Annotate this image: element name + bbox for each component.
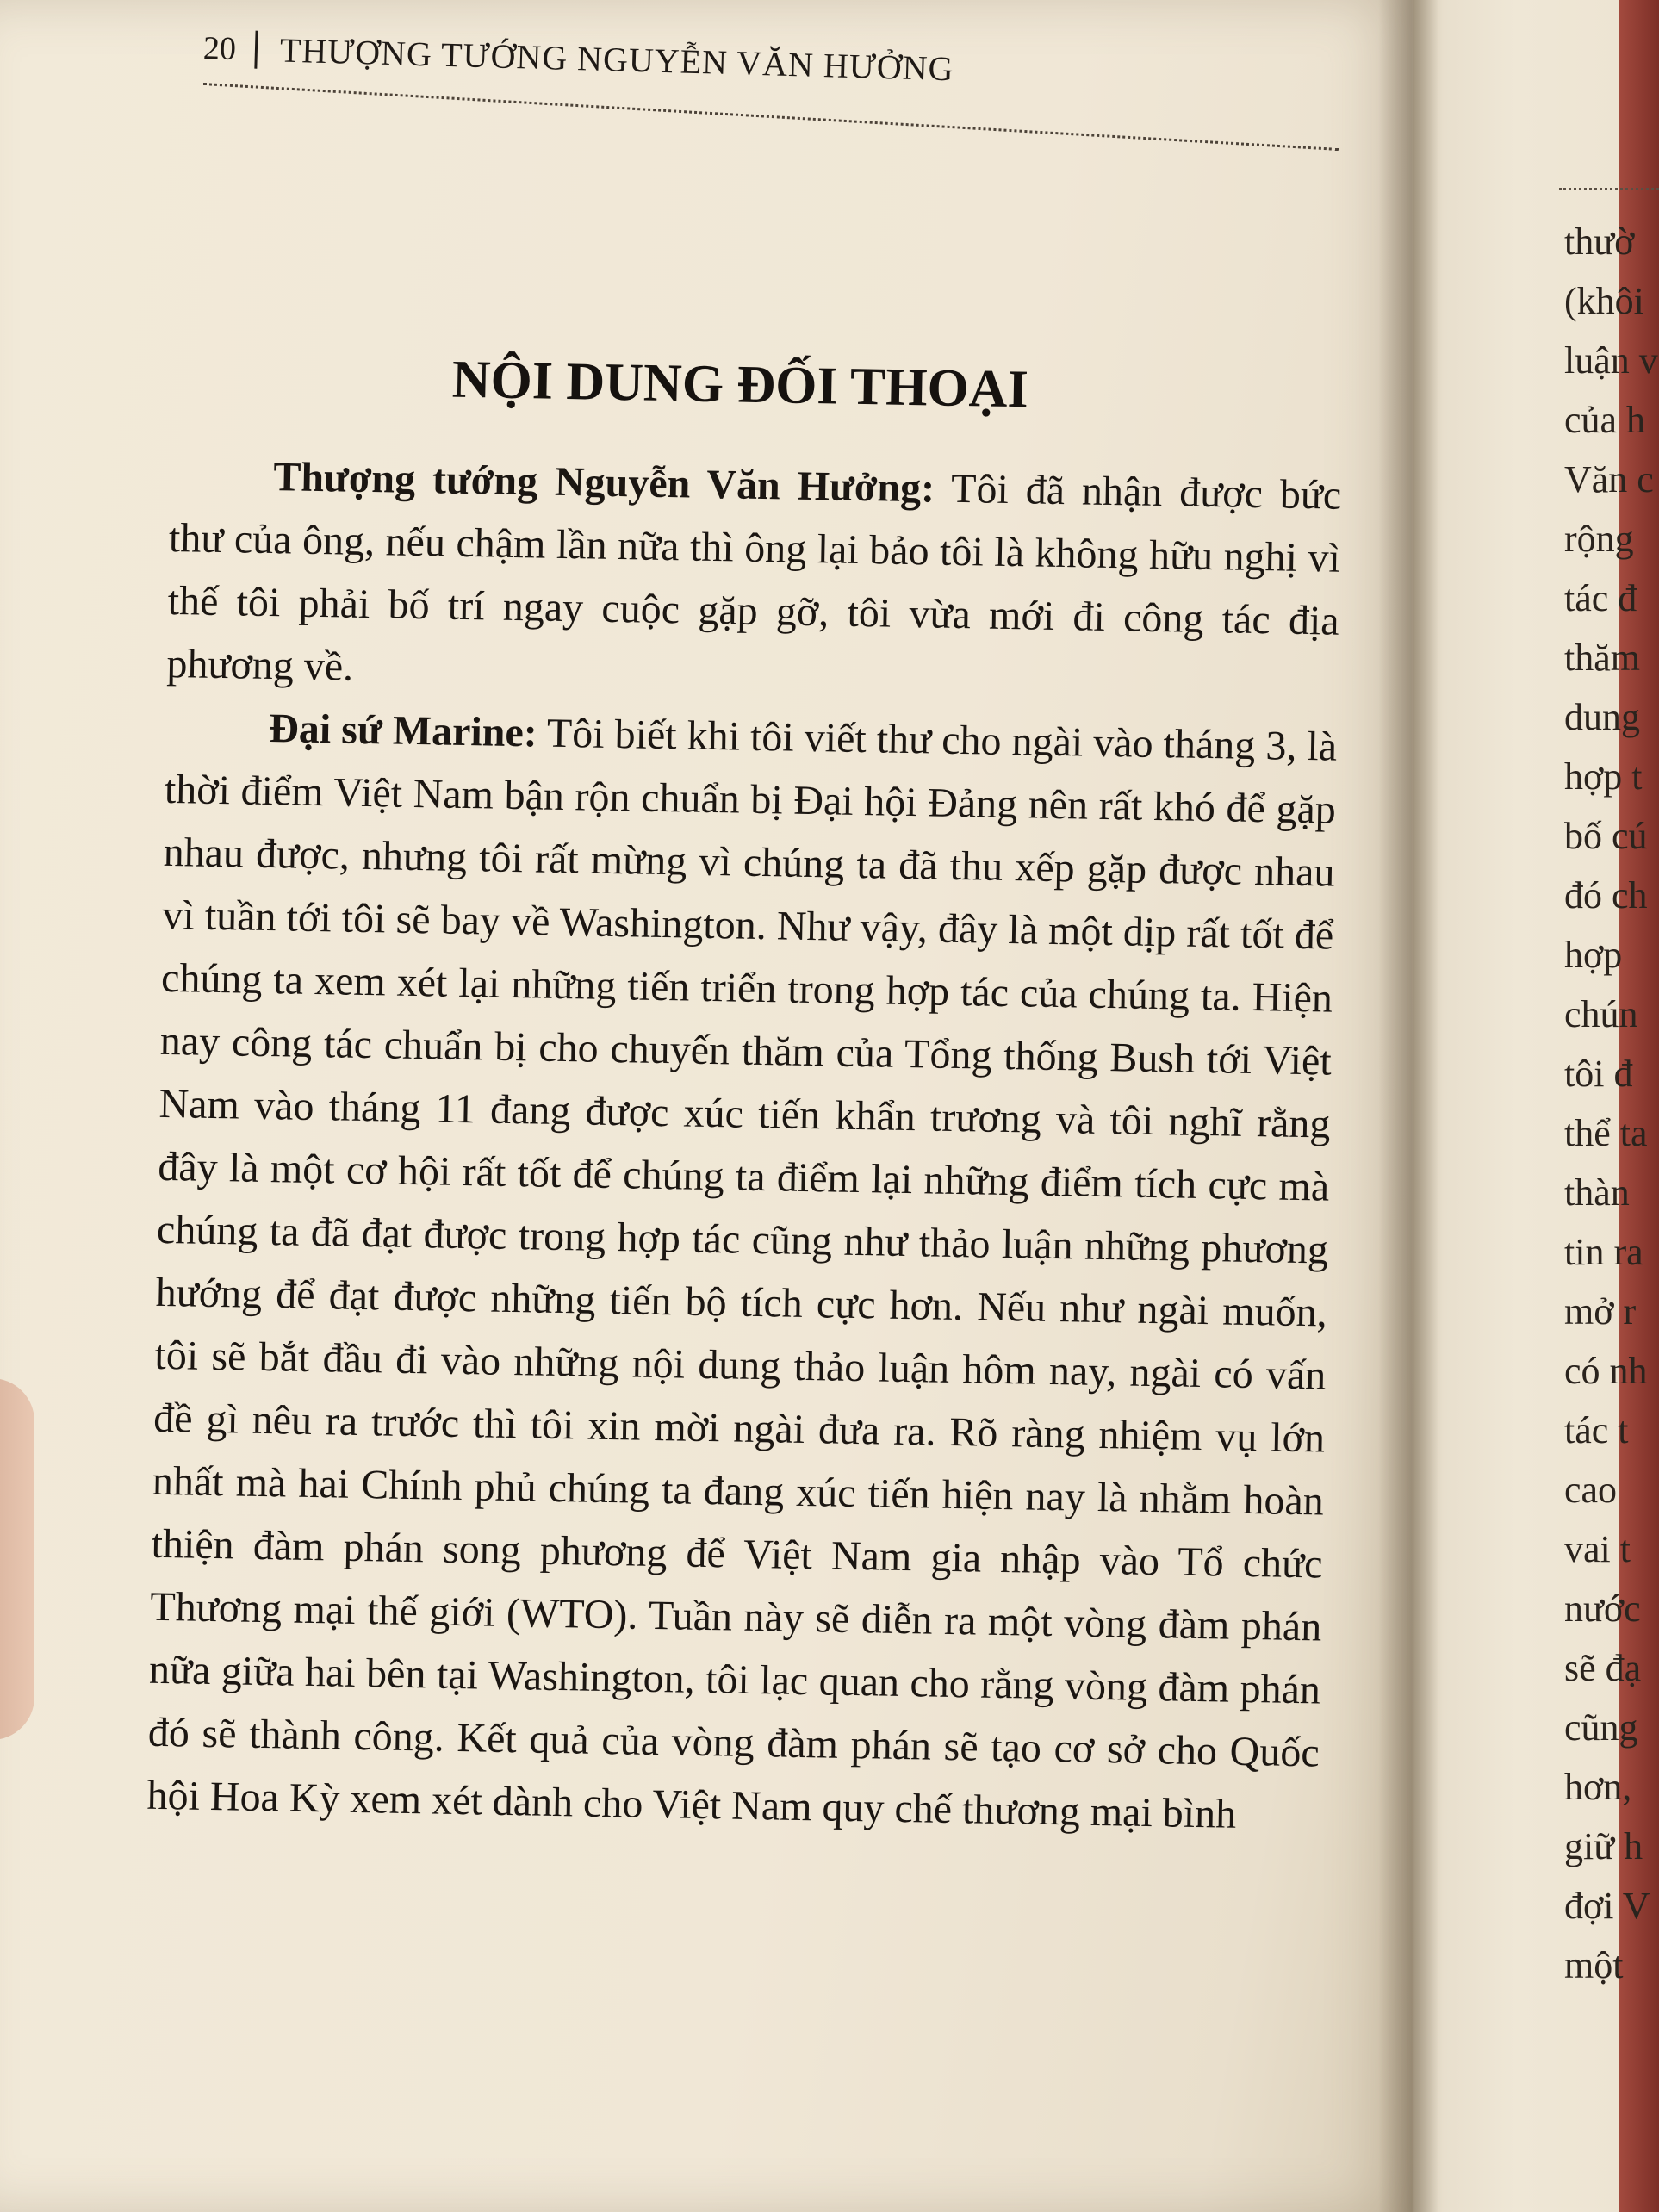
right-page-dotted-rule — [1559, 188, 1659, 190]
right-page-line: thườ — [1564, 221, 1635, 263]
chapter-title: NỘI DUNG ĐỐI THOẠI — [451, 350, 1029, 419]
right-page-line: sẽ đạ — [1564, 1647, 1642, 1689]
right-page-line: nước — [1564, 1588, 1641, 1630]
header-divider — [254, 30, 258, 68]
right-page-line: rộng — [1564, 518, 1634, 560]
paragraph — [146, 695, 1338, 1848]
right-page-line: một — [1564, 1944, 1624, 1986]
right-page-line: hợp t — [1564, 755, 1643, 798]
right-page-line: của h — [1564, 399, 1646, 441]
right-page-line: thăm — [1564, 637, 1640, 679]
running-head: THƯỢNG TƯỚNG NGUYỄN VĂN HƯỞNG — [279, 30, 955, 89]
right-page-line: thàn — [1564, 1171, 1630, 1214]
right-page-line: tôi đ — [1564, 1053, 1633, 1095]
right-page-line: đó ch — [1564, 874, 1648, 916]
speaker-name: Thượng tướng Nguyễn Văn Hưởng: — [272, 454, 935, 512]
right-page-line: bố cú — [1564, 815, 1648, 857]
right-page-line: hợp — [1564, 934, 1623, 976]
right-page-line: Văn c — [1564, 458, 1654, 500]
right-page-line: (khôi — [1564, 280, 1644, 322]
right-page-line: hơn, — [1564, 1766, 1632, 1808]
speaker-name: Đại sứ Marine: — [268, 705, 538, 756]
body-text — [146, 345, 1344, 1847]
right-page-line: có nh — [1564, 1350, 1648, 1392]
right-page-line: chún — [1564, 993, 1638, 1035]
right-page-line: mở r — [1564, 1290, 1637, 1333]
book-gutter — [1378, 0, 1438, 2212]
paragraph-text: Tôi biết khi tôi viết thư cho ngài vào tháng 3, là thời điểm Việt Nam bận rộn chuẩn bị Đại hội Đảng nên rất khó để gặp nhau được, nhưng tôi rất mừng vì chúng ta đã thu xếp gặp được nhau vì tuần tới tôi sẽ bay về Washington. Như vậy, đây là một dịp rất tốt để chúng ta xem xét lại những tiến triển trong hợp tác của chúng ta. Hiện nay công tác chuẩn bị cho chuyến thăm của Tổng thống Bush tới Việt Nam vào tháng 11 đang được xúc tiến khẩn trương và tôi nghĩ rằng đây là một cơ hội rất tốt để chúng ta điểm lại những điểm tích cực mà chúng ta đã đạt được trong hợp tác cũng như thảo luận những phương hướng để đạt được những tiến bộ tích cực hơn. Nếu như ngài muốn, tôi sẽ bắt đầu đi vào những nội dung thảo luận hôm nay, ngài có vấn đề gì nêu ra trước thì tôi xin mời ngài đưa ra. Rõ ràng nhiệm vụ lớn nhất mà hai Chính phủ chúng ta đang xúc tiến hiện nay là nhằm hoàn thiện đàm phán song phương để Việt Nam gia nhập vào Tổ chức Thương mại thế giới (WTO). Tuần này sẽ diễn ra một vòng đàm phán nữa giữa hai bên tại Washington, tôi lạc quan cho rằng vòng đàm phán đó sẽ thành công. Kết quả của vòng đàm phán sẽ tạo cơ sở cho Quốc hội Hoa Kỳ xem xét dành cho Việt Nam quy chế thương mại bình — [146, 710, 1338, 1837]
right-page-line: tác t — [1564, 1409, 1629, 1451]
right-page-line: tác đ — [1564, 577, 1637, 619]
page-number: 20 — [202, 29, 237, 67]
right-page-line: cao — [1564, 1469, 1618, 1511]
paragraph-text: Tôi đã nhận được bức thư của ông, nếu chậm lần nữa thì ông lại bảo tôi là không hữu nghị vì thế tôi phải bố trí ngay cuộc gặp gỡ, tôi vừa mới đi công tác địa phương về. — [166, 465, 1342, 690]
right-page-line: dung — [1564, 696, 1640, 738]
thumb — [0, 1378, 34, 1740]
right-page-line: tin ra — [1564, 1231, 1643, 1273]
paragraph — [166, 444, 1342, 716]
right-page-line: vai t — [1564, 1528, 1631, 1570]
right-page-line: cũng — [1564, 1706, 1638, 1749]
right-page-line: luận v — [1564, 339, 1658, 382]
book-cover-edge — [1619, 0, 1659, 2212]
right-page-line: đợi V — [1564, 1885, 1650, 1927]
right-page-line: giữ h — [1564, 1825, 1643, 1867]
right-page-line: thể ta — [1564, 1112, 1648, 1154]
